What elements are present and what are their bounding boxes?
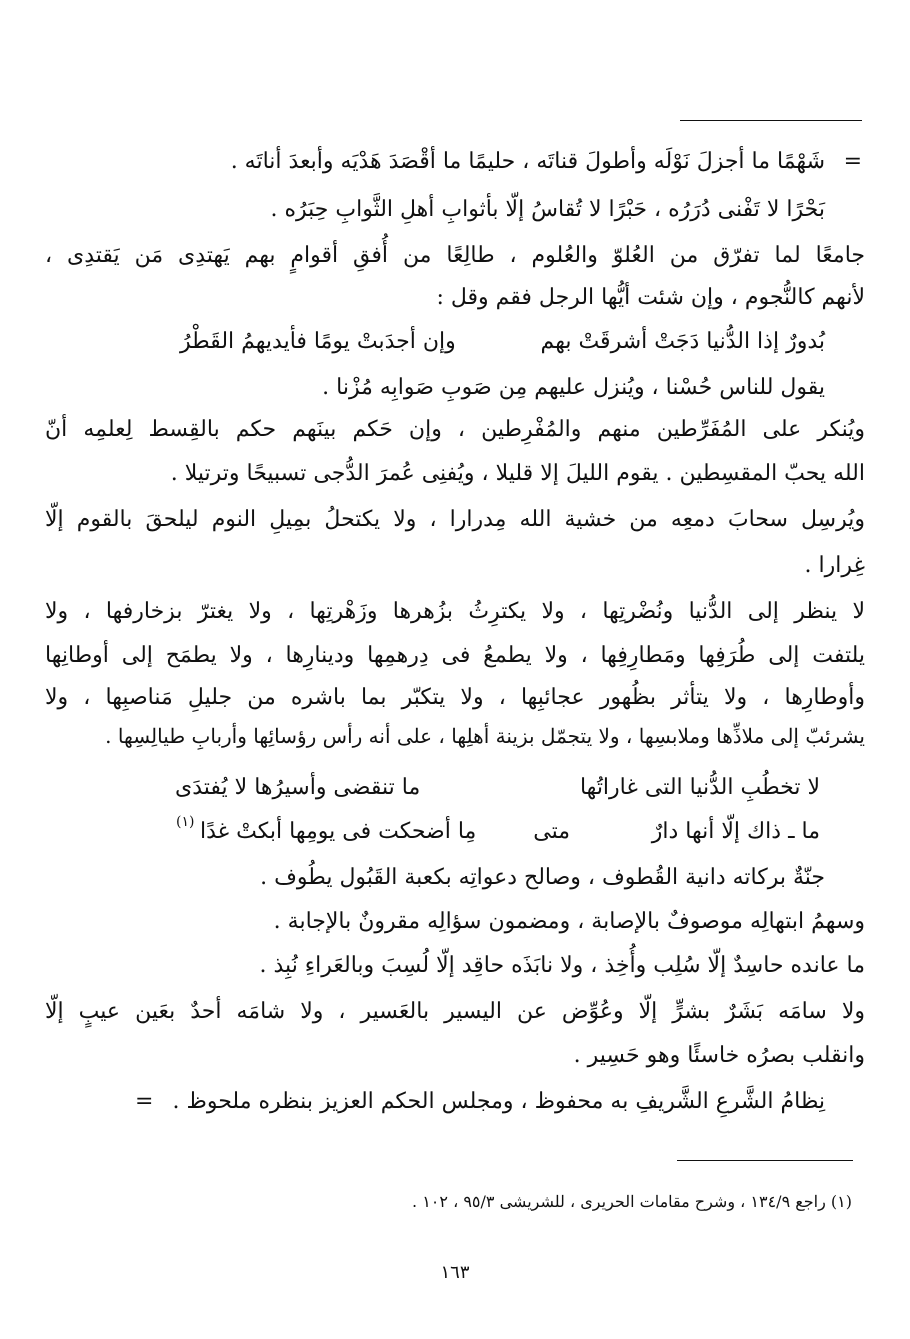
poem-verse-3-second: مِا أضحكت فى يومِها أبكتْ غدًا	[200, 819, 477, 844]
text-line: لا ينظر إلى الدُّنيا ونُضْرتِها ، ولا يكترِثُ بزُهرها وزَهْرتِها ، ولا يغترّ بزخارفها ، ولا	[45, 599, 865, 624]
text-line: ويُنكر على المُفَرِّطين منهم والمُفْرِطين ، وإن حَكم بينَهم حكم بالقِسط لِعلمِه أنّ	[45, 417, 865, 442]
text-line: وسهمُ ابتهالِه موصوفٌ بالإصابة ، ومضمون سؤالِه مقرونٌ بالإجابة .	[273, 909, 865, 934]
poem-verse-3-first: ما ـ ذاك إلّا أنها دارٌ	[651, 819, 820, 844]
footnote-rule	[677, 1160, 853, 1161]
footnote-reference: (١)	[176, 814, 195, 830]
poem-verse-2-first: لا تخطُبِ الدُّنيا التى غاراتُها	[579, 775, 820, 800]
poem-verse-3-middle: متى	[533, 819, 570, 844]
poem-verse-1-second: وإن أجدَبتْ يومًا فأيديهمُ القَطْرُ	[180, 329, 456, 354]
text-line: يقول للناس حُسْنا ، ويُنزل عليهم مِن صَوبِ صَوابِه مُزْنا .	[322, 375, 825, 400]
text-line: شَهْمًا ما أجزلَ نَوْلَه وأطولَ قناتَه ، حليمًا ما أقْصَدَ هَدْيَه وأبعدَ أناتَه .	[230, 149, 825, 174]
text-line: ولا سامَه بَشَرٌ بشرٍّ إلّا وعُوِّض عن اليسير بالعَسير ، ولا شامَه أحدٌ بعَين عيبٍ إلّا	[45, 999, 865, 1024]
text-line: نِظامُ الشَّرعِ الشَّريفِ به محفوظ ، ومجلس الحكم العزيز بنظره ملحوظ .	[172, 1089, 825, 1114]
text-line: يلتفت إلى طُرَفِها ومَطارِفِها ، ولا يطمعُ فى دِرهمِها ودينارِها ، ولا يطمَح إلى أوطانِها	[45, 643, 865, 668]
text-line: يشرئبّ إلى ملاذِّها وملابسِها ، ولا يتجمّل بزينة أهلِها ، على أنه رأس رؤسائِها وأربابِ طيالِسِها .	[105, 724, 865, 748]
header-rule	[680, 120, 862, 121]
text-line: غِرارا .	[804, 553, 865, 578]
text-line: الله يحبّ المقسِطين . يقوم الليلَ إلا قليلا ، ويُفنِى عُمرَ الدُّجى تسبيحًا وترتيلا .	[170, 461, 865, 486]
text-line: وانقلب بصرُه خاسئًا وهو حَسِير .	[573, 1043, 865, 1068]
page-number: ١٦٣	[440, 1262, 470, 1283]
poem-verse-2-second: ما تنقضى وأسيرُها لا يُفتدَى	[175, 775, 421, 800]
text-line: جنّةٌ بركاته دانية القُطوف ، وصالح دعواتِه بكعبة القَبُول يطُوف .	[260, 865, 825, 890]
text-line: جامعًا لما تفرّق من العُلوّ والعُلوم ، طالِعًا من أُفقِ أقوامٍ بهم يَهتدِى مَن يَقتدِى ،	[45, 243, 865, 268]
text-line: لأنهم كالنُّجوم ، وإن شئت أيُّها الرجل فقم وقل :	[436, 285, 865, 310]
text-line: بَحْرًا لا تَفْنى دُرَرُه ، حَبْرًا لا تُقاسُ إلّا بأثوابِ أهلِ الثَّوابِ حِبَرُه .	[270, 197, 825, 222]
text-line: ما عانده حاسِدٌ إلّا سُلِب وأُخِذ ، ولا نابَذَه حاقِد إلّا لُسِبَ وبالعَراءِ نُبِذ .	[259, 953, 865, 978]
text-line: ويُرسِل سحابَ دمعِه من خشية الله مِدرارا ، ولا يكتحلُ بمِيلِ النوم ليلحقَ بالقوم إلّا	[45, 507, 865, 532]
continuation-mark-top: =	[843, 149, 862, 174]
poem-verse-1-first: بُدورٌ إذا الدُّنيا دَجَتْ أشرقَتْ بهم	[540, 329, 825, 354]
footnote: (١) راجع ١٣٤/٩ ، وشرح مقامات الحريرى ، للشريشى ٩٥/٣ ، ١٠٢ .	[412, 1192, 852, 1211]
continuation-mark-bottom: =	[135, 1089, 154, 1114]
text-line: وأوطارِها ، ولا يتأثر بظُهور عجائبِها ، ولا يتكبّر بما باشره من جليلِ مَناصبِها ، ولا	[45, 685, 865, 710]
